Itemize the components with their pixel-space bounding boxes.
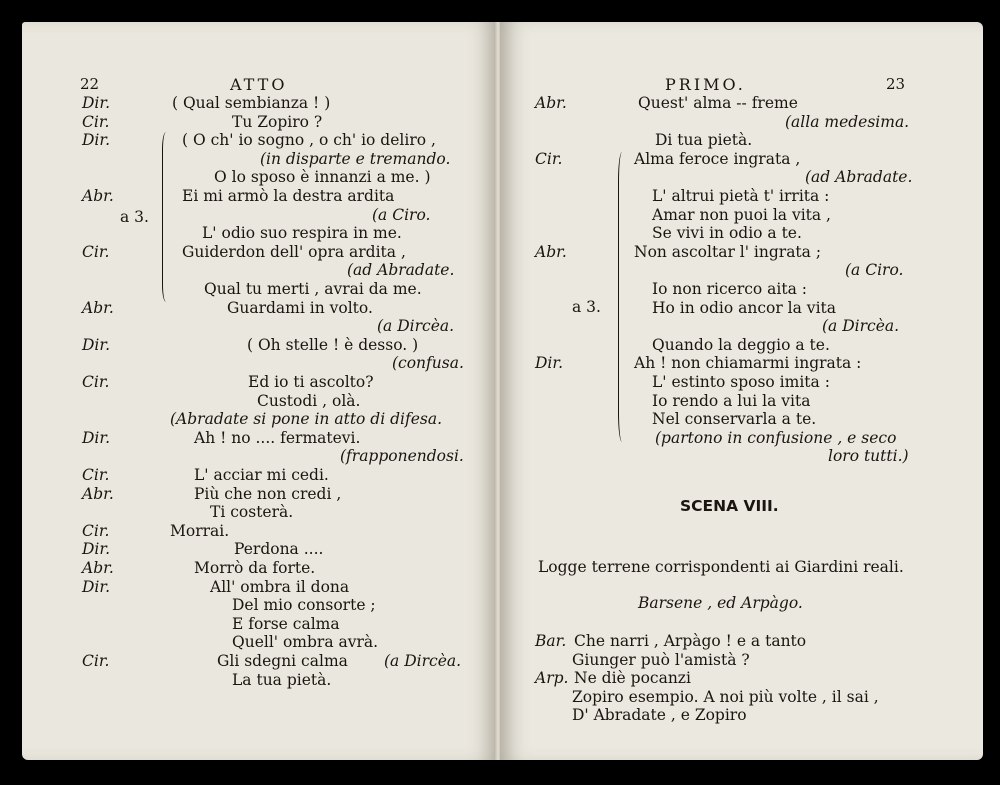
verse-line xyxy=(500,392,983,411)
speaker-label: Abr. xyxy=(82,484,114,503)
scene-title: SCENA VIII. xyxy=(680,497,779,515)
verse-text: L' acciar mi cedi. xyxy=(194,466,329,484)
verse-line xyxy=(500,206,983,225)
verse-text: Custodi , olà. xyxy=(257,391,361,410)
verse-text: L' odio suo respira in me. xyxy=(202,224,402,243)
speaker-label: Dir. xyxy=(82,540,111,559)
verse-line xyxy=(22,392,497,411)
verse-line xyxy=(22,633,497,652)
verse-line xyxy=(500,131,983,150)
speaker-label: Dir. xyxy=(82,577,111,596)
verse-text: E forse calma xyxy=(232,614,340,633)
verse-text: Morrò da forte. xyxy=(194,559,316,577)
verse-text: Morrai. xyxy=(170,521,230,540)
verse-text: Se vivi in odio a te. xyxy=(652,224,802,243)
verse-text: Ed io ti ascolto? xyxy=(248,373,374,391)
verse-text: ( O ch' io sogno , o ch' io deliro , xyxy=(182,131,436,150)
verse-line xyxy=(22,150,497,169)
dialogue-line xyxy=(500,688,983,707)
verse-text: Amar non puoi la vita , xyxy=(652,205,831,224)
verse-line xyxy=(22,596,497,615)
speaker-label: Cir. xyxy=(82,466,110,484)
verse-text: ( Qual sembianza ! ) xyxy=(172,94,331,112)
verse-text: Ei mi armò la destra ardita xyxy=(182,187,395,205)
verse-text: L' estinto sposo imita : xyxy=(652,373,830,391)
running-head: ATTO xyxy=(230,75,288,94)
verse-line xyxy=(22,224,497,243)
brace xyxy=(618,152,628,442)
verse-text: Alma feroce ingrata , xyxy=(634,149,801,168)
verse-line xyxy=(22,578,497,597)
verse-line xyxy=(500,410,983,429)
verse-line xyxy=(500,447,983,466)
stage-direction: (ad Abradate. xyxy=(347,261,455,280)
verse-line xyxy=(22,447,497,466)
a3-marker: a 3. xyxy=(120,208,149,226)
verse-line xyxy=(22,94,497,113)
verse-text: L' altrui pietà t' irrita : xyxy=(652,187,830,205)
stage-direction: loro tutti.) xyxy=(828,447,909,466)
verse-text: Ne diè pocanzi xyxy=(574,669,691,688)
stage-direction: (a Dircèa. xyxy=(377,317,455,336)
verse-text: Più che non credi , xyxy=(194,484,342,503)
verse-line xyxy=(22,354,497,373)
left-page xyxy=(22,22,497,760)
speaker-label: Cir. xyxy=(82,521,110,540)
verse-text: Io non ricerco aita : xyxy=(652,280,807,298)
verse-line xyxy=(22,466,497,485)
verse-line xyxy=(22,503,497,522)
stage-direction: (a Dircèa. xyxy=(822,317,900,336)
a3-marker: a 3. xyxy=(572,298,601,316)
verse-line xyxy=(22,168,497,187)
verse-line xyxy=(22,299,497,318)
verse-text: Di tua pietà. xyxy=(655,131,753,150)
verse-line xyxy=(22,261,497,280)
verse-line xyxy=(22,317,497,336)
page-number: 22 xyxy=(80,75,100,93)
verse-line xyxy=(22,187,497,206)
speaker-label: Dir. xyxy=(82,428,111,447)
speaker-label: Arp. xyxy=(535,669,569,688)
verse-line xyxy=(22,336,497,355)
right-header xyxy=(500,75,983,94)
speaker-label: Cir. xyxy=(535,149,563,168)
verse-text: Quest' alma -- freme xyxy=(638,94,798,112)
speaker-label: Abr. xyxy=(535,242,567,261)
stage-direction: (Abradate si pone in atto di difesa. xyxy=(170,410,443,429)
dialogue-line xyxy=(500,632,983,651)
verse-line xyxy=(22,540,497,559)
speaker-label: Abr. xyxy=(82,298,114,317)
speaker-label: Dir. xyxy=(82,335,111,354)
verse-text: D' Abradate , e Zopiro xyxy=(572,706,747,725)
verse-text: Non ascoltar l' ingrata ; xyxy=(634,242,822,261)
right-page xyxy=(500,22,983,760)
verse-line xyxy=(22,429,497,448)
scene-setting: Logge terrene corrispondenti ai Giardini reali. xyxy=(538,558,904,576)
verse-line xyxy=(22,671,497,690)
verse-line xyxy=(22,243,497,262)
verse-text: Ho in odio ancor la vita xyxy=(652,298,836,317)
speaker-label: Dir. xyxy=(82,131,111,150)
verse-line xyxy=(500,354,983,373)
verse-line xyxy=(500,224,983,243)
stage-direction: (in disparte e tremando. xyxy=(260,149,451,168)
speaker-label: Cir. xyxy=(82,242,110,261)
verse-text: Ah ! no .... fermatevi. xyxy=(194,428,361,447)
speaker-label: Abr. xyxy=(82,559,114,577)
verse-text: Ah ! non chiamarmi ingrata : xyxy=(634,354,862,373)
verse-text: La tua pietà. xyxy=(232,670,332,689)
speaker-label: Abr. xyxy=(82,187,114,205)
speaker-label: Bar. xyxy=(535,632,567,650)
verse-text: All' ombra il dona xyxy=(210,577,350,596)
verse-line xyxy=(22,615,497,634)
verse-text: Gli sdegni calma xyxy=(217,652,348,670)
stage-direction: (frapponendosi. xyxy=(340,447,464,466)
verse-line xyxy=(500,94,983,113)
verse-text: Giunger può l'amistà ? xyxy=(572,650,750,669)
speaker-label: Dir. xyxy=(535,354,564,373)
verse-line xyxy=(22,131,497,150)
verse-line xyxy=(500,317,983,336)
stage-direction: (a Dircèa. xyxy=(384,652,462,670)
verse-text: Quell' ombra avrà. xyxy=(232,633,379,652)
verse-line xyxy=(500,113,983,132)
verse-line xyxy=(22,522,497,541)
stage-direction: (confusa. xyxy=(392,354,464,373)
verse-line xyxy=(500,336,983,355)
page-number: 23 xyxy=(886,75,906,93)
verse-line xyxy=(500,243,983,262)
verse-line xyxy=(500,280,983,299)
verse-text: Io rendo a lui la vita xyxy=(652,391,811,410)
stage-direction-line xyxy=(22,652,497,671)
verse-text: Tu Zopiro ? xyxy=(232,112,323,131)
verse-line xyxy=(500,429,983,448)
stage-direction: (alla medesima. xyxy=(785,112,910,131)
dialogue-line xyxy=(500,669,983,688)
verse-text: Del mio consorte ; xyxy=(232,596,376,615)
running-head: PRIMO. xyxy=(665,75,746,94)
verse-text: Guardami in volto. xyxy=(227,298,373,317)
verse-line xyxy=(22,373,497,392)
verse-line xyxy=(22,280,497,299)
verse-line xyxy=(500,150,983,169)
dialogue-line xyxy=(500,651,983,670)
verse-line xyxy=(500,373,983,392)
verse-line xyxy=(22,559,497,578)
stage-direction: (a Ciro. xyxy=(372,205,431,224)
stage-direction: (ad Abradate. xyxy=(805,168,913,187)
speaker-label: Cir. xyxy=(82,652,110,670)
speaker-label: Abr. xyxy=(535,94,567,112)
left-header xyxy=(22,75,497,94)
verse-text: Perdona .... xyxy=(234,540,324,559)
verse-line xyxy=(22,113,497,132)
verse-line xyxy=(22,485,497,504)
verse-text: ( Oh stelle ! è desso. ) xyxy=(247,335,419,354)
verse-line xyxy=(500,168,983,187)
verse-text: Qual tu merti , avrai da me. xyxy=(204,280,422,298)
verse-line xyxy=(500,261,983,280)
stage-direction: (a Ciro. xyxy=(845,261,904,280)
speaker-label: Dir. xyxy=(82,94,111,112)
verse-text: Ti costerà. xyxy=(210,503,294,522)
verse-line xyxy=(22,410,497,429)
dialogue-line xyxy=(500,706,983,725)
verse-text: Guiderdon dell' opra ardita , xyxy=(182,242,406,261)
verse-line xyxy=(500,187,983,206)
verse-text: Zopiro esempio. A noi più volte , il sai , xyxy=(572,687,879,706)
verse-text: Che narri , Arpàgo ! e a tanto xyxy=(574,632,807,650)
verse-text: Nel conservarla a te. xyxy=(652,410,817,429)
stage-direction: (partono in confusione , e seco xyxy=(655,428,897,447)
speaker-label: Cir. xyxy=(82,373,110,391)
speaker-label: Cir. xyxy=(82,112,110,131)
verse-text: Quando la deggio a te. xyxy=(652,335,830,354)
scene-characters: Barsene , ed Arpàgo. xyxy=(638,594,803,612)
verse-text: O lo sposo è innanzi a me. ) xyxy=(214,168,431,187)
